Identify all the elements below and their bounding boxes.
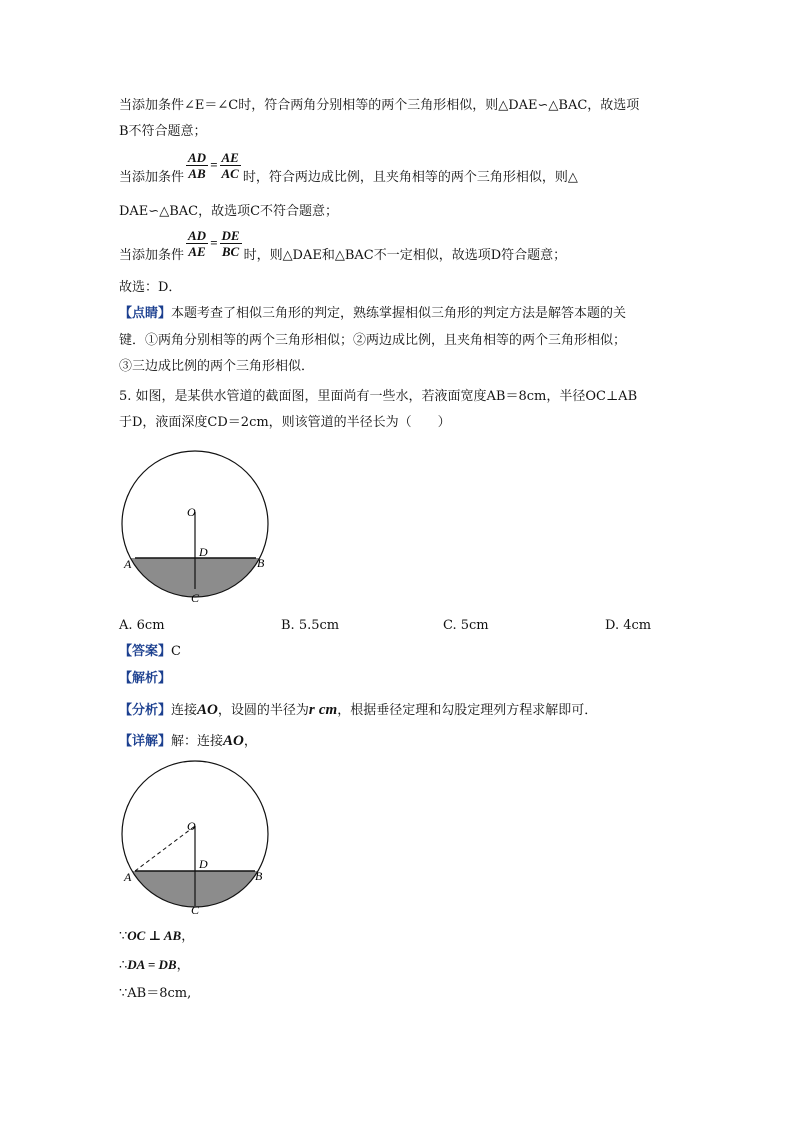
label-o: O xyxy=(187,505,196,519)
label-a-2: A xyxy=(124,870,132,884)
therefore-symbol: ∴ xyxy=(119,958,128,973)
fraction-ad-ab: $\frac{AD}{AB}$ xyxy=(188,150,207,181)
pipe-figure-2 xyxy=(115,754,280,919)
label-d: D xyxy=(199,545,208,559)
condition-suffix: 时，符合两边成比例，且夹角相等的两个三角形相似，则△ xyxy=(242,170,578,185)
condition-suffix-2: 时，则△DAE和△BAC不一定相似，故选项D符合题意； xyxy=(243,248,567,263)
answer-line xyxy=(119,642,181,662)
math-da-eq-db: DA = DB xyxy=(127,957,177,972)
jiexi-line xyxy=(119,669,171,689)
step-3: ∵AB＝8cm, xyxy=(119,986,192,1001)
equals-sign: = xyxy=(210,157,218,172)
text-line-4: DAE∽△BAC，故选项C不符合题意； xyxy=(119,204,339,219)
fraction-ad-ae: $\frac{AD}{AE}$ xyxy=(188,228,207,259)
math-r: r xyxy=(308,702,315,718)
fenxi-line: 【分析】连接AO，设圆的半径为r cm，根据垂径定理和勾股定理列方程求解即可． xyxy=(119,702,598,718)
step-1: ∵OC ⊥ AB， xyxy=(119,928,195,944)
answer-tag: 【答案】 xyxy=(119,644,172,659)
question-5-line-2: 于D，液面深度CD＝2cm，则该管道的半径长为（ ） xyxy=(119,415,451,430)
fraction-ae-ac: $\frac{AE}{AC}$ xyxy=(221,150,239,181)
option-c: C. 5cm xyxy=(443,618,489,633)
text-line-1: 当添加条件∠E＝∠C时，符合两角分别相等的两个三角形相似，则△DAE∽△BAC，故选项 xyxy=(119,98,640,113)
math-cm: cm xyxy=(318,702,338,718)
condition-ratio-line-2 xyxy=(119,228,566,272)
text-line-9: ③三边成比例的两个三角形相似． xyxy=(119,359,315,374)
text-line-2: B不符合题意； xyxy=(119,124,207,139)
fraction-de-bc: $\frac{DE}{BC}$ xyxy=(221,228,240,259)
jiexi-tag: 【解析】 xyxy=(119,671,172,686)
label-b: B xyxy=(257,556,265,570)
option-b: B. 5.5cm xyxy=(281,618,340,633)
condition-prefix: 当添加条件 xyxy=(119,170,185,185)
label-b-2: B xyxy=(255,869,263,883)
text-line-6: 故选：D． xyxy=(119,280,182,295)
dianjing-tag: 【点睛】 xyxy=(119,306,172,321)
label-c-2: C xyxy=(191,903,200,917)
option-a: A. 6cm xyxy=(119,618,165,633)
because-symbol: ∵ xyxy=(119,929,128,944)
step-2: ∴DA = DB， xyxy=(119,957,190,973)
xiangjie-tag: 【详解】 xyxy=(119,734,172,749)
math-ao: AO xyxy=(197,702,218,718)
label-d-2: D xyxy=(199,857,208,871)
xiangjie-line: 【详解】解：连接AO， xyxy=(119,733,257,749)
label-c: C xyxy=(191,591,200,605)
pipe-figure-1 xyxy=(115,444,280,609)
dianjing-line: 【点睛】本题考查了相似三角形的判定，熟练掌握相似三角形的判定方法是解答本题的关 xyxy=(119,306,627,321)
label-o-2: O xyxy=(187,819,196,833)
question-5-line-1: 5. 如图，是某供水管道的截面图，里面尚有一些水，若液面宽度AB＝8cm，半径OC⊥AB xyxy=(119,389,638,404)
condition-ratio-line xyxy=(119,150,578,194)
math-ao-2: AO xyxy=(223,733,244,749)
math-oc-perp-ab: OC ⊥ AB xyxy=(127,928,182,943)
fenxi-tag: 【分析】 xyxy=(119,703,172,718)
dashed-ao xyxy=(135,826,195,871)
text-line-8: 键．①两角分别相等的两个三角形相似；②两边成比例，且夹角相等的两个三角形相似； xyxy=(119,333,627,348)
label-a: A xyxy=(124,557,132,571)
condition-prefix-2: 当添加条件 xyxy=(119,248,185,263)
option-d: D. 4cm xyxy=(605,618,652,633)
answer-value: C xyxy=(171,644,181,659)
equals-sign-2: = xyxy=(210,235,218,250)
